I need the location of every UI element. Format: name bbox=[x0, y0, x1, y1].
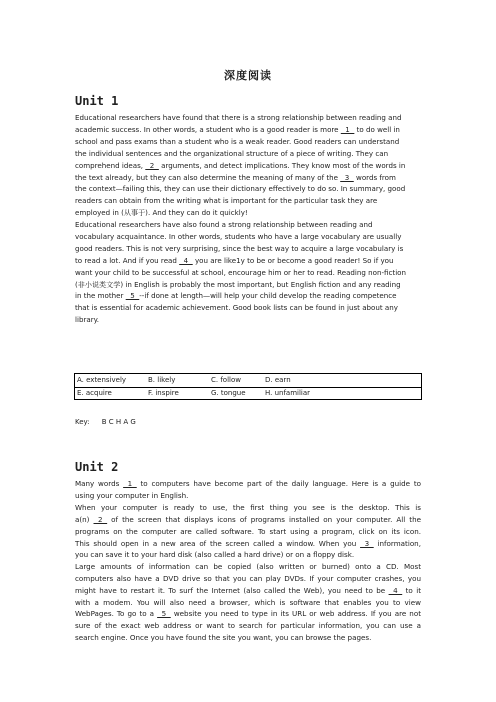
answer-blank: 3 bbox=[340, 172, 354, 182]
answer-blank: 4 bbox=[179, 255, 193, 265]
text-line bbox=[75, 302, 421, 314]
text-run: the text already, but they can also determine the meaning of many of the bbox=[75, 172, 341, 182]
answer-blank: 3 bbox=[360, 538, 374, 548]
unit-1-heading: Unit 1 bbox=[75, 94, 119, 108]
unit-1-paragraph-1 bbox=[75, 112, 421, 219]
answer-key bbox=[75, 418, 136, 426]
text-line bbox=[75, 514, 421, 526]
text-run: This should open in a new area of the screen called a window. When you bbox=[75, 538, 361, 548]
text-line bbox=[75, 526, 421, 538]
word-option: A. extensively bbox=[77, 376, 127, 384]
text-run: with a modem. You will also need a browser, which is software that enables you to view bbox=[75, 597, 421, 607]
text-run: information, bbox=[373, 538, 421, 548]
options-divider bbox=[75, 387, 421, 388]
word-option: G. tongue bbox=[211, 389, 246, 397]
answer-blank: 2 bbox=[145, 160, 159, 170]
text-line bbox=[75, 279, 421, 291]
text-run: to do well in bbox=[354, 124, 400, 134]
unit-2-paragraph-1 bbox=[75, 478, 421, 502]
text-line bbox=[75, 160, 421, 172]
text-run: When your computer is ready to use, the first thing you see is the desktop. This is bbox=[75, 503, 421, 512]
answer-key-value: B C H A G bbox=[101, 418, 136, 426]
text-run: to read a lot. And if you read bbox=[75, 255, 180, 265]
text-line bbox=[75, 478, 421, 490]
answer-blank: 5 bbox=[125, 291, 140, 301]
text-run: sure of the exact web address or want to search for particular information, you can use a bbox=[75, 621, 421, 631]
text-run: WebPages. To go to a bbox=[75, 609, 158, 619]
text-line bbox=[75, 561, 421, 573]
answer-key-label: Key: bbox=[75, 418, 90, 426]
word-option: E. acquire bbox=[77, 389, 112, 397]
text-run: that is essential for academic achievement. Good book lists can be found in just about any bbox=[75, 303, 398, 313]
text-run: --if done at length—will help your child develop the reading competence bbox=[139, 291, 397, 301]
answer-blank: 4 bbox=[388, 585, 403, 595]
text-run: you are like1y to be or become a good reader! So if you bbox=[192, 255, 394, 265]
text-line bbox=[75, 148, 421, 160]
text-line bbox=[75, 502, 421, 514]
text-run: Educational researchers have found that there is a strong relationship between reading and bbox=[75, 113, 402, 122]
text-run: in the mother bbox=[75, 291, 126, 301]
text-run: of the screen that displays icons of programs installed on your computer. All the bbox=[107, 514, 422, 524]
text-line bbox=[75, 573, 421, 585]
text-line bbox=[75, 290, 421, 302]
text-line bbox=[75, 219, 421, 231]
word-option: H. unfamiliar bbox=[265, 389, 311, 397]
text-run: to it bbox=[402, 585, 421, 595]
text-line bbox=[75, 632, 421, 644]
text-run: to computers have become part of the daily language. Here is a guide to bbox=[136, 479, 421, 488]
word-options-box bbox=[74, 373, 422, 400]
text-run: a(n) bbox=[75, 514, 94, 524]
word-option: B. likely bbox=[148, 376, 176, 384]
text-run: programs on the computer are called software. To start using a program, click on its icon. bbox=[75, 526, 421, 536]
word-option: D. earn bbox=[265, 376, 291, 384]
text-line bbox=[75, 597, 421, 609]
text-run: the context—failing this, they can use their dictionary effectively to do so. In summary, good bbox=[75, 184, 406, 194]
text-run: good readers. This is not very surprising, since the best way to acquire a large vocabulary is bbox=[75, 243, 404, 253]
unit-2-heading: Unit 2 bbox=[75, 460, 119, 474]
unit-2-paragraph-2 bbox=[75, 502, 421, 561]
text-line bbox=[75, 255, 421, 267]
text-run: arguments, and detect implications. They know most of the words in bbox=[158, 160, 406, 170]
text-line bbox=[75, 243, 421, 255]
word-option: C. follow bbox=[211, 376, 241, 384]
answer-blank: 2 bbox=[93, 514, 108, 524]
text-run: library. bbox=[75, 315, 100, 325]
text-line bbox=[75, 207, 421, 219]
text-line bbox=[75, 124, 421, 136]
text-line bbox=[75, 195, 421, 207]
text-line bbox=[75, 183, 421, 195]
text-line bbox=[75, 490, 421, 502]
unit-2-paragraph-3 bbox=[75, 561, 421, 644]
text-run: computers also have a DVD drive so that you can play DVDs. If your computer crashes, you bbox=[75, 573, 421, 583]
text-run: words from bbox=[353, 172, 396, 182]
text-line bbox=[75, 267, 421, 279]
text-run: website you need to type in its URL or web address. If you are not bbox=[170, 609, 421, 619]
text-run: Educational researchers have also found a strong relationship between reading and bbox=[75, 220, 373, 229]
text-run: Large amounts of information can be copied (also written or burned) onto a CD. Most bbox=[75, 562, 421, 571]
answer-blank: 1 bbox=[340, 124, 355, 134]
word-option: F. inspire bbox=[148, 389, 179, 397]
text-line bbox=[75, 608, 421, 620]
text-run: using your computer in English. bbox=[75, 490, 189, 500]
text-run: vocabulary acquaintance. In other words, students who have a large vocabulary are usually bbox=[75, 231, 402, 241]
text-line bbox=[75, 620, 421, 632]
text-run: the individual sentences and the organizational structure of a piece of writing. They can bbox=[75, 148, 389, 158]
unit-1-paragraph-2 bbox=[75, 219, 421, 326]
text-line bbox=[75, 112, 421, 124]
text-line bbox=[75, 231, 421, 243]
text-run: academic success. In other words, a student who is a good reader is more bbox=[75, 124, 341, 134]
text-line bbox=[75, 549, 421, 561]
text-line bbox=[75, 538, 421, 550]
text-run: Many words bbox=[75, 479, 124, 488]
text-run: (非小说类文学) in English is probably the most important, but English fiction and any reading bbox=[75, 279, 401, 289]
text-line bbox=[75, 136, 421, 148]
text-line bbox=[75, 172, 421, 184]
text-run: might have to restart it. To surf the Internet (also called the Web), you need to be bbox=[75, 585, 389, 595]
text-line bbox=[75, 585, 421, 597]
page-title: 深度阅读 bbox=[224, 69, 272, 82]
text-run: want your child to be successful at school, encourage him or her to read. Reading non-fiction bbox=[75, 267, 406, 277]
answer-blank: 5 bbox=[157, 609, 171, 619]
text-run: school and pass exams than a student who is a weak reader. Good readers can understand bbox=[75, 136, 400, 146]
answer-blank: 1 bbox=[123, 479, 137, 488]
text-run: you can save it to your hard disk (also called a hard drive) or on a floppy disk. bbox=[75, 550, 355, 560]
text-run: readers can obtain from the writing what is important for the particular task they are bbox=[75, 196, 378, 206]
text-run: search engine. Once you have found the site you want, you can browse the pages. bbox=[75, 633, 372, 643]
text-run: comprehend ideas, bbox=[75, 160, 146, 170]
text-run: employed in (从事于). And they can do it quickly! bbox=[75, 208, 248, 218]
text-line bbox=[75, 314, 421, 326]
